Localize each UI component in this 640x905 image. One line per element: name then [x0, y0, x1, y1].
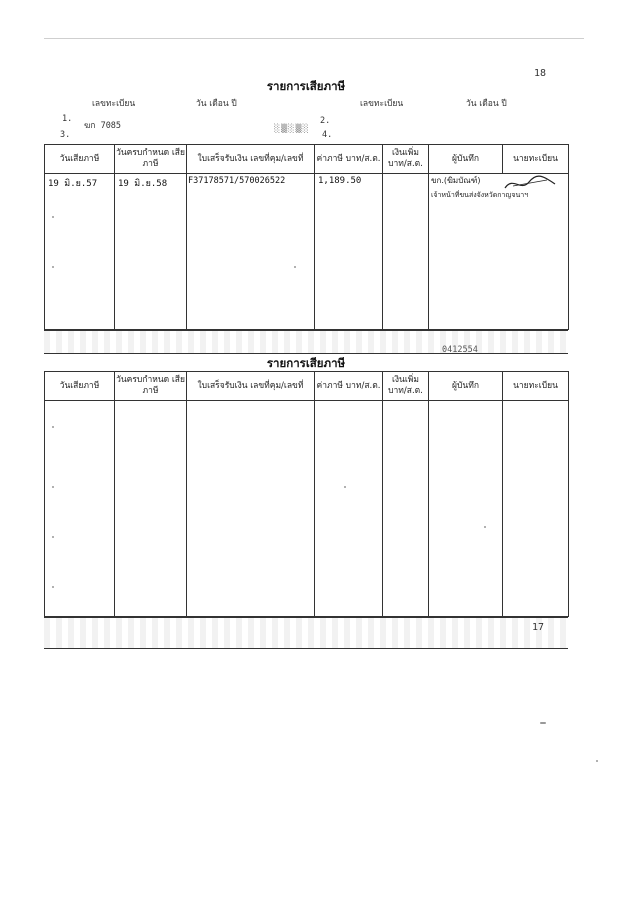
scan-speck	[52, 426, 54, 428]
col-tax-date: วันเสียภาษี	[45, 372, 115, 401]
scan-speck	[294, 266, 296, 268]
entry-number-2: 2.	[320, 116, 331, 126]
bottom-band	[44, 617, 568, 649]
scan-speck	[596, 760, 598, 762]
col-receipt: ใบเสร็จรับเงิน เลขที่คุม/เลขที่	[187, 145, 315, 174]
scan-speck	[52, 486, 54, 488]
registration-label-right: เลขทะเบียน	[360, 99, 404, 109]
faded-stamp-text: ░▒░▒░	[274, 124, 310, 133]
entry-number-4: 4.	[322, 130, 333, 140]
col-registrar: นายทะเบียน	[503, 145, 569, 174]
scan-speck	[52, 536, 54, 538]
scan-speck	[52, 266, 54, 268]
col-due-date: วันครบกำหนด เสียภาษี	[115, 372, 187, 401]
col-due-date: วันครบกำหนด เสียภาษี	[115, 145, 187, 174]
col-registrar: นายทะเบียน	[503, 372, 569, 401]
top-border-line	[44, 38, 584, 39]
date-label-left: วัน เดือน ปี	[196, 99, 237, 109]
scan-speck	[52, 216, 54, 218]
page-number-bottom: 17	[532, 622, 545, 633]
entry-number-3: 3.	[60, 130, 71, 140]
col-tax-amount: ค่าภาษี บาท/ส.ต.	[315, 145, 383, 174]
tax-table-2	[44, 371, 569, 617]
row-registrar-note: เจ้าหน้าที่ขนส่งจังหวัดกาญจนาฯ	[431, 191, 529, 199]
page-number-top: 18	[534, 68, 547, 79]
scan-speck	[344, 486, 346, 488]
table2-header-row	[45, 372, 569, 401]
row-due-date: 19 มิ.ย.58	[118, 179, 168, 189]
scan-speck	[484, 526, 486, 528]
col-tax-date: วันเสียภาษี	[45, 145, 115, 174]
col-surcharge: เงินเพิ่ม บาท/ส.ต.	[383, 372, 429, 401]
margin-number: 0412554	[442, 345, 478, 355]
row-tax-amount: 1,189.50	[318, 176, 362, 186]
registration-number: ฆก 7085	[84, 121, 122, 131]
tax-record-sheet	[44, 66, 568, 658]
row-surcharge	[383, 174, 428, 178]
col-surcharge: เงินเพิ่ม บาท/ส.ต.	[383, 145, 429, 174]
row-recorder: ขก.(ฆิมบัณฑ์)	[431, 176, 481, 185]
table-row-empty	[45, 401, 569, 617]
col-receipt: ใบเสร็จรับเงิน เลขที่คุม/เลขที่	[187, 372, 315, 401]
scan-speck	[52, 586, 54, 588]
table-row	[45, 174, 569, 330]
section1-title: รายการเสียภาษี	[266, 79, 346, 93]
row-tax-date: 19 มิ.ย.57	[48, 179, 98, 189]
table1-header-row	[45, 145, 569, 174]
date-label-right: วัน เดือน ปี	[466, 99, 507, 109]
tax-table-1	[44, 144, 569, 330]
col-tax-amount: ค่าภาษี บาท/ส.ต.	[315, 372, 383, 401]
col-recorder: ผู้บันทึก	[429, 372, 503, 401]
row-receipt: F37178571/570026522	[188, 176, 286, 186]
entry-number-1: 1.	[62, 114, 73, 124]
section2-title: รายการเสียภาษี	[266, 356, 346, 370]
signature-scribble	[503, 174, 559, 194]
scan-speck	[540, 722, 546, 724]
section-separator	[44, 330, 568, 354]
registration-label-left: เลขทะเบียน	[92, 99, 136, 109]
col-recorder: ผู้บันทึก	[429, 145, 503, 174]
